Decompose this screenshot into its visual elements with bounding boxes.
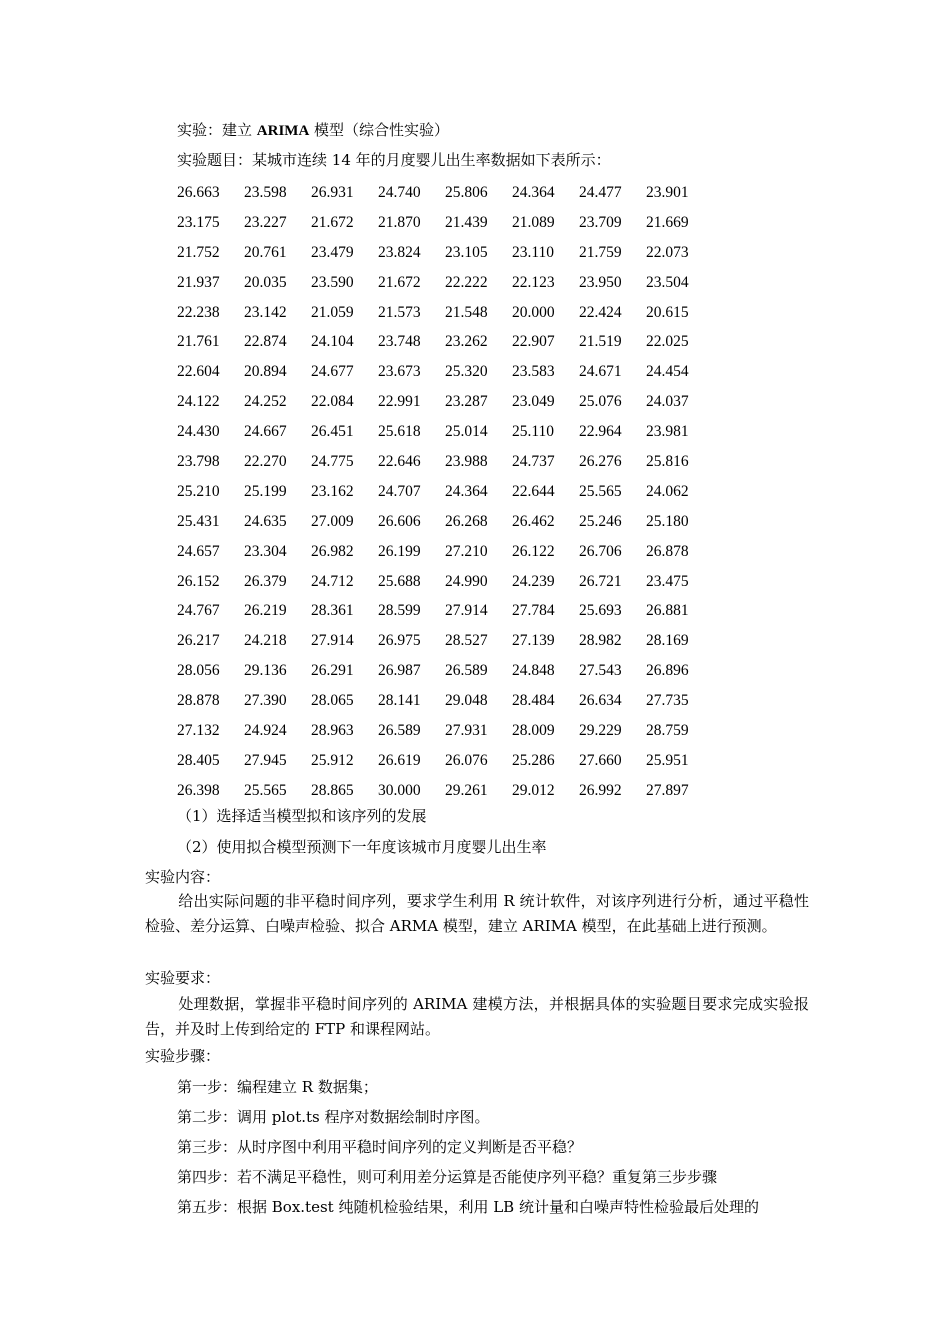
table-cell: 26.706 (579, 542, 622, 560)
table-cell: 21.089 (512, 213, 555, 231)
table-cell: 26.992 (579, 781, 622, 799)
table-cell: 23.479 (311, 243, 354, 261)
question-2: （2）使用拟合模型预测下一年度该城市月度婴儿出生率 (177, 838, 547, 856)
table-cell: 22.874 (244, 333, 287, 351)
table-cell: 23.504 (646, 273, 689, 291)
table-cell: 23.162 (311, 482, 354, 500)
table-cell: 28.056 (177, 662, 220, 680)
table-cell: 26.589 (445, 662, 488, 680)
table-cell: 21.752 (177, 243, 220, 261)
table-row (177, 298, 713, 328)
table-row (177, 507, 713, 537)
step-3: 第三步：从时序图中利用平稳时间序列的定义判断是否平稳？ (177, 1138, 583, 1156)
table-cell: 23.049 (512, 393, 555, 411)
table-cell: 28.405 (177, 751, 220, 769)
table-cell: 28.527 (445, 632, 488, 650)
table-row (177, 656, 713, 686)
experiment-title (177, 119, 449, 142)
table-cell: 25.565 (579, 482, 622, 500)
table-row (177, 716, 713, 746)
table-cell: 26.589 (378, 721, 421, 739)
table-cell: 22.222 (445, 273, 488, 291)
table-cell: 21.548 (445, 303, 488, 321)
table-cell: 23.798 (177, 452, 220, 470)
table-cell: 26.619 (378, 751, 421, 769)
table-cell: 26.878 (646, 542, 689, 560)
table-cell: 22.964 (579, 423, 622, 441)
table-cell: 24.454 (646, 363, 689, 381)
table-cell: 24.667 (244, 423, 287, 441)
table-cell: 27.009 (311, 512, 354, 530)
table-cell: 24.239 (512, 572, 555, 590)
title-suffix: 模型（综合性实验） (309, 121, 450, 139)
table-cell: 27.784 (512, 602, 555, 620)
table-cell: 23.262 (445, 333, 488, 351)
title-bold: ARIMA (256, 123, 310, 139)
table-cell: 24.252 (244, 393, 287, 411)
table-cell: 25.688 (378, 572, 421, 590)
table-cell: 26.721 (579, 572, 622, 590)
table-cell: 24.218 (244, 632, 287, 650)
table-cell: 23.988 (445, 452, 488, 470)
table-cell: 21.759 (579, 243, 622, 261)
table-cell: 24.062 (646, 482, 689, 500)
table-cell: 28.361 (311, 602, 354, 620)
table-cell: 25.246 (579, 512, 622, 530)
table-cell: 25.951 (646, 751, 689, 769)
content-heading: 实验内容： (145, 868, 221, 886)
table-cell: 23.673 (378, 363, 421, 381)
table-cell: 26.199 (378, 542, 421, 560)
table-cell: 28.865 (311, 781, 354, 799)
table-cell: 21.761 (177, 333, 220, 351)
table-row (177, 387, 713, 417)
table-cell: 22.991 (378, 393, 421, 411)
table-cell: 24.740 (378, 183, 421, 201)
table-row (177, 686, 713, 716)
table-cell: 25.618 (378, 423, 421, 441)
table-cell: 29.136 (244, 662, 287, 680)
table-cell: 26.291 (311, 662, 354, 680)
table-cell: 24.104 (311, 333, 354, 351)
table-cell: 23.583 (512, 363, 555, 381)
table-cell: 24.122 (177, 393, 220, 411)
table-row (177, 776, 713, 806)
table-cell: 26.896 (646, 662, 689, 680)
requirements-heading: 实验要求： (145, 969, 221, 987)
table-cell: 29.261 (445, 781, 488, 799)
table-cell: 22.907 (512, 333, 555, 351)
step-5: 第五步：根据 Box.test 纯随机检验结果，利用 LB 统计量和白噪声特性检验最后处理的 (177, 1198, 759, 1216)
table-cell: 23.175 (177, 213, 220, 231)
table-cell: 28.878 (177, 692, 220, 710)
table-cell: 25.320 (445, 363, 488, 381)
table-cell: 26.219 (244, 602, 287, 620)
table-row (177, 447, 713, 477)
table-cell: 27.660 (579, 751, 622, 769)
table-cell: 22.238 (177, 303, 220, 321)
table-cell: 22.123 (512, 273, 555, 291)
table-row (177, 477, 713, 507)
table-cell: 24.848 (512, 662, 555, 680)
table-row (177, 268, 713, 298)
table-cell: 24.767 (177, 602, 220, 620)
table-cell: 26.931 (311, 183, 354, 201)
table-cell: 23.950 (579, 273, 622, 291)
table-cell: 29.048 (445, 692, 488, 710)
table-cell: 22.270 (244, 452, 287, 470)
table-cell: 26.975 (378, 632, 421, 650)
table-row (177, 327, 713, 357)
table-cell: 23.748 (378, 333, 421, 351)
table-row (177, 417, 713, 447)
table-cell: 23.110 (512, 243, 555, 261)
table-cell: 22.644 (512, 482, 555, 500)
table-cell: 28.065 (311, 692, 354, 710)
table-cell: 25.816 (646, 452, 689, 470)
table-cell: 27.945 (244, 751, 287, 769)
table-cell: 23.824 (378, 243, 421, 261)
table-cell: 25.431 (177, 512, 220, 530)
table-row (177, 746, 713, 776)
table-row (177, 596, 713, 626)
table-cell: 20.761 (244, 243, 287, 261)
table-cell: 27.139 (512, 632, 555, 650)
table-row (177, 178, 713, 208)
table-cell: 28.141 (378, 692, 421, 710)
table-cell: 25.286 (512, 751, 555, 769)
step-2: 第二步：调用 plot.ts 程序对数据绘制时序图。 (177, 1108, 490, 1126)
table-cell: 27.931 (445, 721, 488, 739)
table-cell: 24.737 (512, 452, 555, 470)
requirements-paragraph (145, 992, 809, 1042)
table-cell: 28.759 (646, 721, 689, 739)
table-cell: 21.669 (646, 213, 689, 231)
table-cell: 22.424 (579, 303, 622, 321)
table-cell: 24.635 (244, 512, 287, 530)
table-cell: 26.881 (646, 602, 689, 620)
table-cell: 25.014 (445, 423, 488, 441)
table-cell: 23.227 (244, 213, 287, 231)
table-cell: 28.484 (512, 692, 555, 710)
table-cell: 20.894 (244, 363, 287, 381)
content-paragraph (145, 889, 809, 939)
table-cell: 25.076 (579, 393, 622, 411)
table-row (177, 626, 713, 656)
steps-heading: 实验步骤： (145, 1047, 221, 1065)
table-cell: 28.963 (311, 721, 354, 739)
table-cell: 21.059 (311, 303, 354, 321)
table-cell: 20.615 (646, 303, 689, 321)
table-cell: 24.671 (579, 363, 622, 381)
table-cell: 28.009 (512, 721, 555, 739)
table-cell: 20.035 (244, 273, 287, 291)
table-cell: 27.897 (646, 781, 689, 799)
table-cell: 23.105 (445, 243, 488, 261)
table-cell: 21.573 (378, 303, 421, 321)
step-4: 第四步：若不满足平稳性，则可利用差分运算是否能使序列平稳？重复第三步步骤 (177, 1168, 718, 1186)
table-cell: 22.646 (378, 452, 421, 470)
table-cell: 22.604 (177, 363, 220, 381)
table-cell: 24.477 (579, 183, 622, 201)
table-cell: 21.870 (378, 213, 421, 231)
table-cell: 23.981 (646, 423, 689, 441)
table-cell: 27.543 (579, 662, 622, 680)
table-cell: 27.914 (311, 632, 354, 650)
table-cell: 22.025 (646, 333, 689, 351)
table-cell: 28.169 (646, 632, 689, 650)
table-row (177, 208, 713, 238)
table-cell: 21.937 (177, 273, 220, 291)
table-cell: 26.268 (445, 512, 488, 530)
table-cell: 26.276 (579, 452, 622, 470)
table-cell: 27.132 (177, 721, 220, 739)
table-cell: 20.000 (512, 303, 555, 321)
table-cell: 23.287 (445, 393, 488, 411)
table-cell: 24.657 (177, 542, 220, 560)
table-cell: 22.073 (646, 243, 689, 261)
table-cell: 26.398 (177, 781, 220, 799)
question-1: （1）选择适当模型拟和该序列的发展 (177, 807, 427, 825)
table-cell: 23.590 (311, 273, 354, 291)
title-prefix: 实验：建立 (177, 121, 257, 139)
table-row (177, 567, 713, 597)
table-cell: 26.379 (244, 572, 287, 590)
table-cell: 24.707 (378, 482, 421, 500)
table-cell: 26.451 (311, 423, 354, 441)
table-cell: 22.084 (311, 393, 354, 411)
table-cell: 25.210 (177, 482, 220, 500)
table-cell: 26.663 (177, 183, 220, 201)
table-cell: 24.677 (311, 363, 354, 381)
table-cell: 24.364 (445, 482, 488, 500)
table-cell: 26.122 (512, 542, 555, 560)
table-cell: 23.709 (579, 213, 622, 231)
table-cell: 24.990 (445, 572, 488, 590)
table-cell: 23.304 (244, 542, 287, 560)
table-cell: 25.565 (244, 781, 287, 799)
table-cell: 26.982 (311, 542, 354, 560)
table-cell: 28.599 (378, 602, 421, 620)
table-row (177, 537, 713, 567)
table-row (177, 357, 713, 387)
table-cell: 25.912 (311, 751, 354, 769)
problem-statement: 实验题目：某城市连续 14 年的月度婴儿出生率数据如下表所示： (177, 151, 611, 169)
table-cell: 25.110 (512, 423, 555, 441)
table-cell: 25.693 (579, 602, 622, 620)
table-cell: 24.924 (244, 721, 287, 739)
table-cell: 24.364 (512, 183, 555, 201)
table-cell: 26.987 (378, 662, 421, 680)
step-1: 第一步：编程建立 R 数据集； (177, 1078, 378, 1096)
table-cell: 21.672 (378, 273, 421, 291)
birth-rate-table (177, 178, 713, 806)
table-cell: 26.152 (177, 572, 220, 590)
table-cell: 28.982 (579, 632, 622, 650)
table-cell: 27.390 (244, 692, 287, 710)
table-cell: 25.199 (244, 482, 287, 500)
table-cell: 21.519 (579, 333, 622, 351)
table-cell: 24.775 (311, 452, 354, 470)
table-cell: 26.634 (579, 692, 622, 710)
table-cell: 23.142 (244, 303, 287, 321)
table-cell: 24.430 (177, 423, 220, 441)
table-cell: 24.712 (311, 572, 354, 590)
table-cell: 23.901 (646, 183, 689, 201)
table-row (177, 238, 713, 268)
table-cell: 29.012 (512, 781, 555, 799)
table-cell: 30.000 (378, 781, 421, 799)
table-cell: 26.462 (512, 512, 555, 530)
table-cell: 24.037 (646, 393, 689, 411)
table-cell: 25.180 (646, 512, 689, 530)
table-cell: 27.735 (646, 692, 689, 710)
table-cell: 23.475 (646, 572, 689, 590)
table-cell: 27.210 (445, 542, 488, 560)
content-text: 给出实际问题的非平稳时间序列，要求学生利用 R 统计软件，对该序列进行分析，通过平稳性检验、差分运算、白噪声检验、拟合 ARMA 模型，建立 ARIMA 模型，在此基础上进行预测。 (145, 892, 809, 935)
table-cell: 23.598 (244, 183, 287, 201)
table-cell: 21.439 (445, 213, 488, 231)
table-cell: 25.806 (445, 183, 488, 201)
table-cell: 21.672 (311, 213, 354, 231)
requirements-text: 处理数据，掌握非平稳时间序列的 ARIMA 建模方法，并根据具体的实验题目要求完成实验报告，并及时上传到给定的 FTP 和课程网站。 (145, 995, 809, 1038)
table-cell: 26.217 (177, 632, 220, 650)
table-cell: 26.076 (445, 751, 488, 769)
table-cell: 29.229 (579, 721, 622, 739)
table-cell: 26.606 (378, 512, 421, 530)
table-cell: 27.914 (445, 602, 488, 620)
